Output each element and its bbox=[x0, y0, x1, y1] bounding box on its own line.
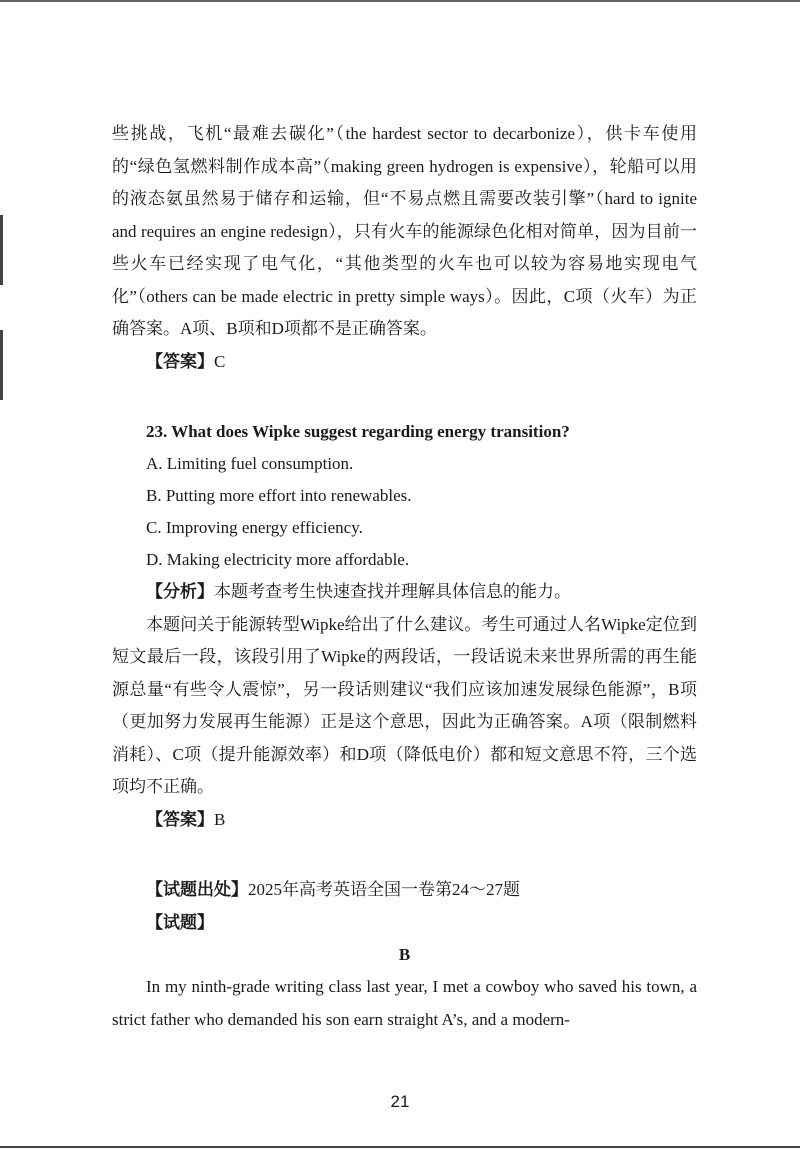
source-text: 2025年高考英语全国一卷第24～27题 bbox=[248, 880, 520, 899]
page-number: 21 bbox=[390, 1092, 410, 1111]
source-label: 【试题出处】 bbox=[146, 880, 248, 899]
analysis-line bbox=[112, 576, 697, 609]
paragraph-explanation-23: 本题问关于能源转型Wipke给出了什么建议。考生可通过人名Wipke定位到短文最后一段，该段引用了Wipke的两段话，一段话说未来世界所需的再生能源总量“有些令人震惊”，另一段话则建议“我们应该加速发展绿色能源”，B项（更加努力发展再生能源）正是这个意思，因此为正确答案。A项（限制燃料消耗）、C项（提升能源效率）和D项（降低电价）都和短文意思不符，三个选项均不正确。 bbox=[112, 614, 697, 796]
section-heading: B bbox=[398, 945, 411, 964]
test-label: 【试题】 bbox=[146, 912, 214, 932]
document-page bbox=[112, 118, 697, 1036]
bottom-border bbox=[0, 1146, 800, 1148]
answer-23 bbox=[112, 804, 697, 837]
answer-value: C bbox=[214, 351, 226, 371]
paragraph-explanation-22: 些挑战，飞机“最难去碳化”（the hardest sector to decarbonize），供卡车使用的“绿色氢燃料制作成本高”（making green hydrogen is expensive），轮船可以用的液态氨虽然易于储存和运输，但“不易点燃且需要改装引擎”（hard to ignite and requires an engine redesign），只有火车的能源绿色化相对简单，因为目前一些火车已经实现了电气化，“其他类型的火车也可以较为容易地实现电气化”（others can be made electric in pretty simple ways）。因此，C项（火车）为正确答案。A项、B项和D项都不是正确答案。 bbox=[112, 124, 697, 338]
top-border bbox=[0, 0, 800, 2]
test-line bbox=[112, 907, 697, 940]
source-line bbox=[112, 874, 697, 907]
answer-22 bbox=[112, 346, 697, 379]
option-a: A. Limiting fuel consumption. bbox=[146, 454, 354, 473]
answer-value: B bbox=[214, 809, 226, 829]
binding-mark bbox=[0, 215, 3, 285]
option-d: D. Making electricity more affordable. bbox=[146, 550, 410, 569]
option-b: B. Putting more effort into renewables. bbox=[146, 486, 412, 505]
analysis-label: 【分析】 bbox=[146, 582, 214, 601]
answer-label: 【答案】 bbox=[146, 351, 214, 371]
answer-label: 【答案】 bbox=[146, 809, 214, 829]
analysis-text: 本题考查考生快速查找并理解具体信息的能力。 bbox=[214, 582, 571, 601]
option-c: C. Improving energy efficiency. bbox=[146, 518, 363, 537]
question-23: 23. What does Wipke suggest regarding energy transition? bbox=[146, 422, 570, 441]
binding-mark bbox=[0, 330, 3, 400]
passage-paragraph: In my ninth-grade writing class last year, I met a cowboy who saved his town, a strict father who demanded his son earn straight A’s, and a modern- bbox=[112, 977, 697, 1029]
